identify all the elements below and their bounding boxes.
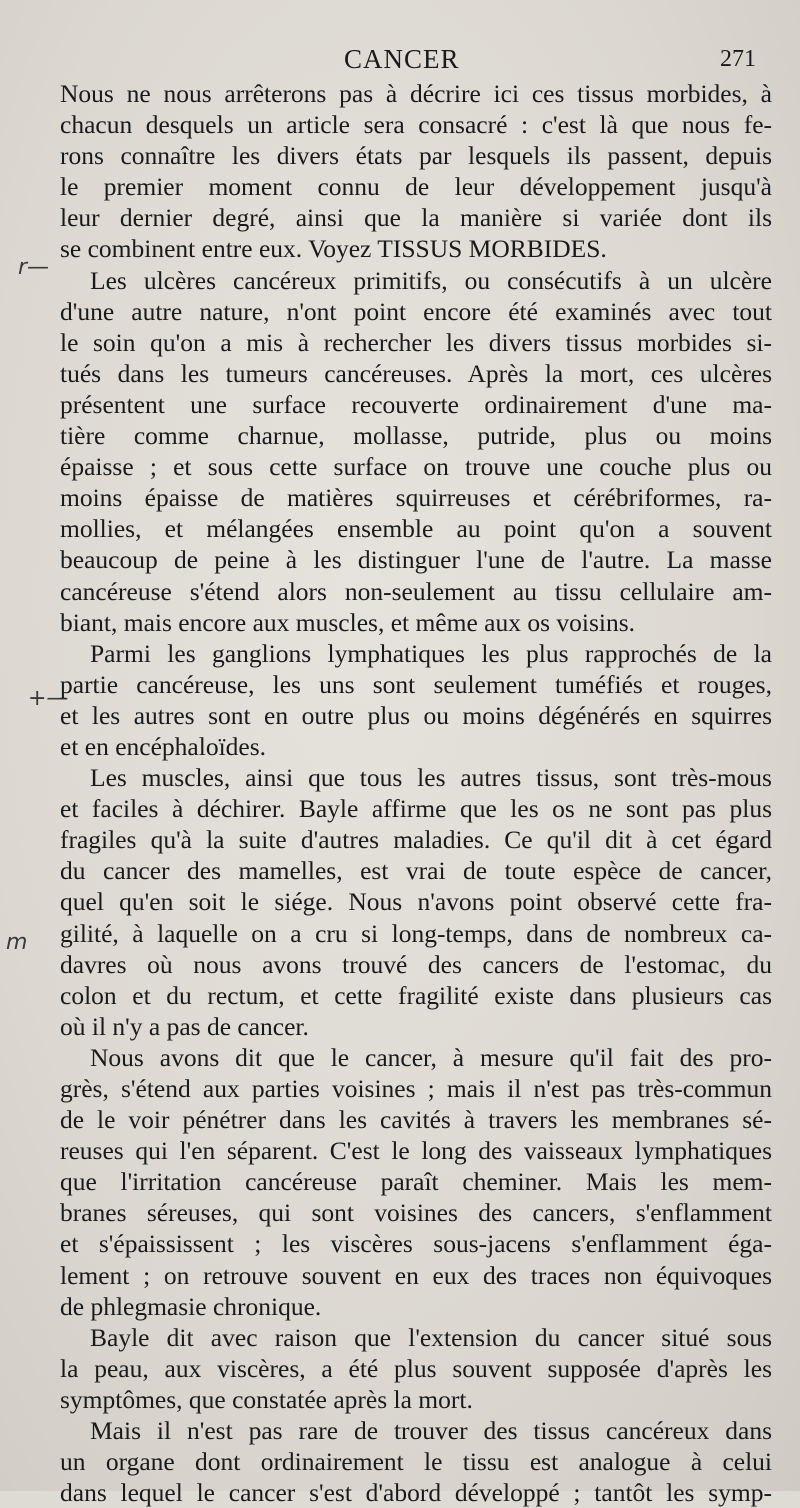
margin-mark: r— xyxy=(18,255,50,280)
text-line: de phlegmasie chronique. xyxy=(60,1291,322,1321)
text-line: la peau, aux viscères, a été plus souvent supposée d'après les xyxy=(60,1353,772,1383)
text-line: et faciles à déchirer. Bayle affirme que les os ne sont pas plus xyxy=(60,794,772,824)
page-number: 271 xyxy=(720,46,756,72)
running-head: CANCER xyxy=(344,44,460,74)
text-line: symptômes, que constatée après la mort. xyxy=(60,1384,473,1414)
text-line: et en encéphaloïdes. xyxy=(60,731,267,761)
text-line: fragiles qu'à la suite d'autres maladies. Ce qu'il dit à cet égard xyxy=(60,825,772,855)
text-line: tière comme charnue, mollasse, putride, plus ou moins xyxy=(60,421,772,451)
text-line: Parmi les ganglions lymphatiques les plus rapprochés de la xyxy=(90,638,772,668)
text-line: branes séreuses, qui sont voisines des cancers, s'enflamment xyxy=(60,1198,772,1228)
text-line: chacun desquels un article sera consacré : c'est là que nous fe- xyxy=(60,110,772,140)
page-header xyxy=(0,44,800,80)
text-line: que l'irritation cancéreuse paraît cheminer. Mais les mem- xyxy=(60,1167,772,1197)
text-line: le premier moment connu de leur développement jusqu'à xyxy=(60,172,772,202)
text-line: biant, mais encore aux muscles, et même aux os voisins. xyxy=(60,607,636,637)
margin-mark: m xyxy=(6,930,28,955)
text-line: moins épaisse de matières squirreuses et cérébriformes, ra- xyxy=(60,483,772,513)
text-line: le soin qu'on a mis à rechercher les divers tissus morbides si- xyxy=(60,327,772,357)
margin-mark: +— xyxy=(28,686,69,711)
text-line: un organe dont ordinairement le tissu est analogue à celui xyxy=(60,1447,772,1477)
text-line: et les autres sont en outre plus ou moins dégénérés en squirres xyxy=(60,700,772,730)
text-line: Les ulcères cancéreux primitifs, ou consécutifs à un ulcère xyxy=(90,265,772,295)
text-line: grès, s'étend aux parties voisines ; mais il n'est pas très-commun xyxy=(60,1074,772,1103)
text-line: présentent une surface recouverte ordinairement d'une ma- xyxy=(60,389,772,419)
text-line: leur dernier degré, ainsi que la manière si variée dont ils xyxy=(60,203,772,233)
text-line: cancéreuse s'étend alors non-seulement au tissu cellulaire am- xyxy=(60,576,772,606)
text-line: où il n'y a pas de cancer. xyxy=(60,1011,309,1041)
text-line: dans lequel le cancer s'est d'abord développé ; tantôt les symp- xyxy=(60,1478,772,1508)
text-line: lement ; on retrouve souvent en eux des traces non équivoques xyxy=(60,1260,772,1290)
text-line: Mais il n'est pas rare de trouver des tissus cancéreux dans xyxy=(90,1416,772,1446)
text-line: partie cancéreuse, les uns sont seulement tuméfiés et rouges, xyxy=(60,669,772,699)
text-line: du cancer des mamelles, est vrai de toute espèce de cancer, xyxy=(60,856,772,886)
body-text xyxy=(60,78,772,1508)
text-line: beaucoup de peine à les distinguer l'une de l'autre. La masse xyxy=(60,545,772,575)
text-line: quel qu'en soit le siége. Nous n'avons point observé cette fra- xyxy=(60,887,772,917)
text-line: épaisse ; et sous cette surface on trouve une couche plus ou xyxy=(60,452,772,482)
text-line: et s'épaississent ; les viscères sous-jacens s'enflamment éga- xyxy=(60,1229,772,1259)
text-line: tués dans les tumeurs cancéreuses. Après la mort, ces ulcères xyxy=(60,358,772,388)
text-line: se combinent entre eux. Voyez TISSUS MORBIDES. xyxy=(60,234,607,264)
text-line: rons connaître les divers états par lesquels ils passent, depuis xyxy=(60,141,772,171)
text-line: de le voir pénétrer dans les cavités à travers les membranes sé- xyxy=(60,1105,772,1135)
text-line: d'une autre nature, n'ont point encore été examinés avec tout xyxy=(60,296,772,326)
text-line: Bayle dit avec raison que l'extension du cancer situé sous xyxy=(90,1322,772,1352)
text-line: Les muscles, ainsi que tous les autres tissus, sont très-mous xyxy=(90,763,772,793)
text-line: gilité, à laquelle on a cru si long-temps, dans de nombreux ca- xyxy=(60,918,772,948)
text-line: Nous ne nous arrêterons pas à décrire ici ces tissus morbides, à xyxy=(60,79,772,108)
text-line: davres où nous avons trouvé des cancers de l'estomac, du xyxy=(60,949,772,979)
text-line: mollies, et mélangées ensemble au point qu'on a souvent xyxy=(60,514,772,544)
text-line: Nous avons dit que le cancer, à mesure qu'il fait des pro- xyxy=(90,1042,772,1072)
text-line: reuses qui l'en séparent. C'est le long des vaisseaux lymphatiques xyxy=(60,1136,772,1166)
text-line: colon et du rectum, et cette fragilité existe dans plusieurs cas xyxy=(60,980,772,1010)
